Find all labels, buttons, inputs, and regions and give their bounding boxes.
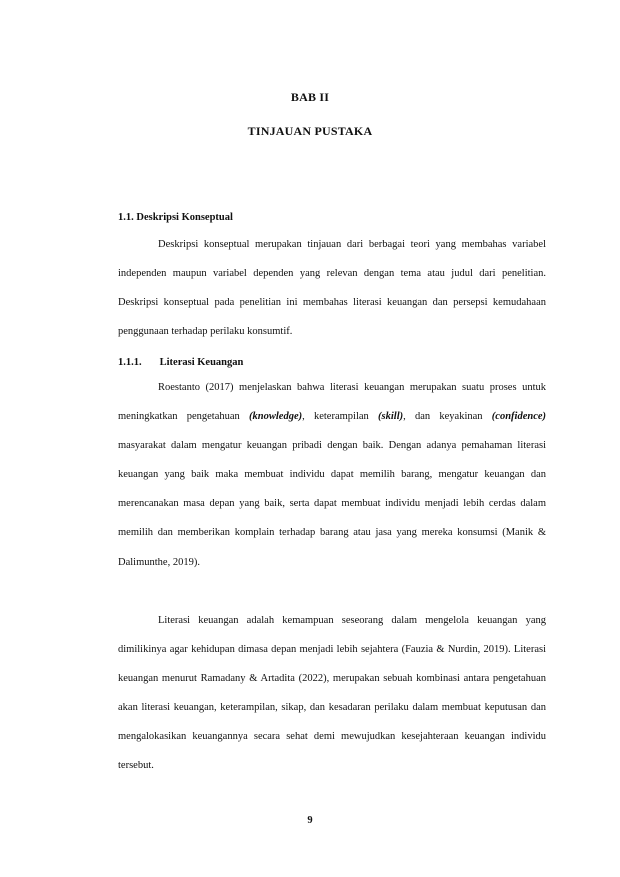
- subsection-heading: [118, 357, 243, 368]
- paragraph-literasi-1: [118, 373, 546, 577]
- term-confidence: (confidence): [491, 411, 547, 423]
- paragraph-text: Roestanto (2017) menjelaskan bahwa literasi keuangan merupakan suatu proses untuk meningkatkan pengetahuan: [118, 382, 546, 423]
- paragraph-text: , dan keyakinan: [403, 411, 492, 423]
- section-title: Deskripsi Konseptual: [136, 212, 233, 223]
- section-number: 1.1.: [118, 212, 134, 223]
- section-paragraph: Deskripsi konseptual merupakan tinjauan dari berbagai teori yang membahas variabel independen maupun variabel dependen yang relevan dengan tema atau judul dari penelitian. Deskripsi konseptual pada penelitian ini membahas literasi keuangan dan persepsi kemudahaan penggunaan terhadap perilaku konsumtif.: [118, 239, 546, 338]
- subsection-title: Literasi Keuangan: [159, 357, 244, 368]
- term-knowledge: (knowledge): [249, 411, 303, 423]
- paragraph-text: , keterampilan: [302, 411, 379, 423]
- chapter-title: TINJAUAN PUSTAKA: [247, 124, 373, 138]
- subsection-number: 1.1.1.: [118, 357, 142, 368]
- term-skill: (skill): [378, 411, 404, 423]
- chapter-number: BAB II: [290, 90, 330, 104]
- paragraph-literasi-2: Literasi keuangan adalah kemampuan seseorang dalam mengelola keuangan yang dimilikinya agar kehidupan dimasa depan menjadi lebih sejahtera (Fauzia & Nurdin, 2019). Literasi keuangan menurut Ramadany & Artadita (2022), merupakan sebuah kombinasi antara pengetahuan akan literasi keuangan, keterampilan, sikap, dan kesadaran perilaku dalam membuat keputusan dan mengalokasikan keuangannya secara sehat demi mewujudkan kesejahteraan keuangan individu tersebut.: [118, 615, 546, 772]
- page-number: 9: [307, 815, 313, 826]
- section-heading: [118, 212, 233, 223]
- paragraph-text: masyarakat dalam mengatur keuangan pribadi dengan baik. Dengan adanya pemahaman literasi keuangan yang baik maka membuat individu dapat memilih barang, mengatur keuangan dan merencanakan masa depan yang baik, serta dapat membuat individu menjadi lebih cerdas dalam memilih dan memberikan komplain terhadap barang atau jasa yang mereka konsumsi (Manik & Dalimunthe, 2019).: [118, 440, 546, 568]
